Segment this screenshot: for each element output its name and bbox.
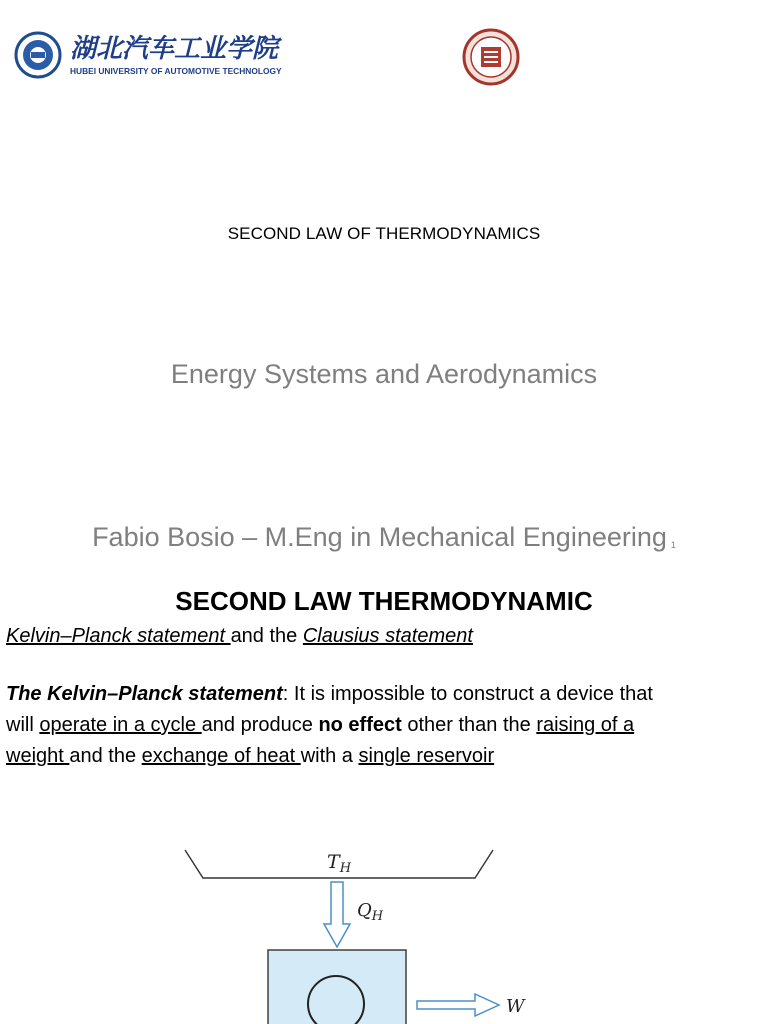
kelvin-planck-link: Kelvin–Planck statement: [6, 625, 231, 647]
kelvin-planck-paragraph: [6, 679, 762, 772]
work-label: W: [506, 996, 525, 1017]
operate-in-cycle: operate in a cycle: [39, 714, 202, 736]
exchange-of-heat: exchange of heat: [141, 745, 301, 767]
university-name-cn: 湖北汽车工业学院: [70, 34, 279, 64]
kp-text-2: will: [6, 714, 40, 736]
slide2-heading: SECOND LAW THERMODYNAMIC: [175, 586, 593, 616]
work-arrow: [417, 994, 499, 1016]
university-logo: [14, 30, 314, 80]
library-emblem-icon: [462, 28, 520, 86]
kp-label: The Kelvin–Planck statement: [6, 683, 283, 705]
clausius-link: Clausius statement: [302, 625, 473, 647]
kelvin-planck-diagram: [0, 840, 768, 1024]
and-text: and the: [230, 625, 303, 647]
paragraph-line-3: [6, 741, 762, 772]
kp-text-5: and the: [69, 745, 142, 767]
author-line: [0, 522, 768, 553]
university-name-en: HUBEI UNIVERSITY OF AUTOMOTIVE TECHNOLOGY: [70, 66, 282, 76]
single-reservoir: single reservoir: [358, 745, 495, 767]
slide-title: SECOND LAW OF THERMODYNAMICS: [227, 224, 541, 243]
kp-text-3: and produce: [201, 714, 319, 736]
paragraph-line-2: [6, 710, 762, 741]
page-number: 1: [670, 540, 676, 550]
no-effect: no effect: [318, 714, 402, 736]
author-name: Fabio Bosio – M.Eng in Mechanical Engineering: [92, 522, 667, 552]
slide-subtitle: Energy Systems and Aerodynamics: [170, 359, 598, 389]
weight: weight: [6, 745, 70, 767]
kp-text-1: : It is impossible to construct a device that: [282, 683, 653, 705]
heat-arrow: [324, 882, 350, 947]
paragraph-line-1: [6, 679, 762, 710]
kp-text-4: other than the: [401, 714, 537, 736]
raising-of-a: raising of a: [536, 714, 635, 736]
university-seal-icon: [16, 33, 60, 77]
reservoir-label: $T_H$: [327, 851, 352, 876]
engine-cycle-icon: [308, 976, 364, 1024]
kp-text-6: with a: [300, 745, 359, 767]
statements-line: [6, 621, 762, 652]
heat-label: $Q_H$: [357, 900, 384, 924]
